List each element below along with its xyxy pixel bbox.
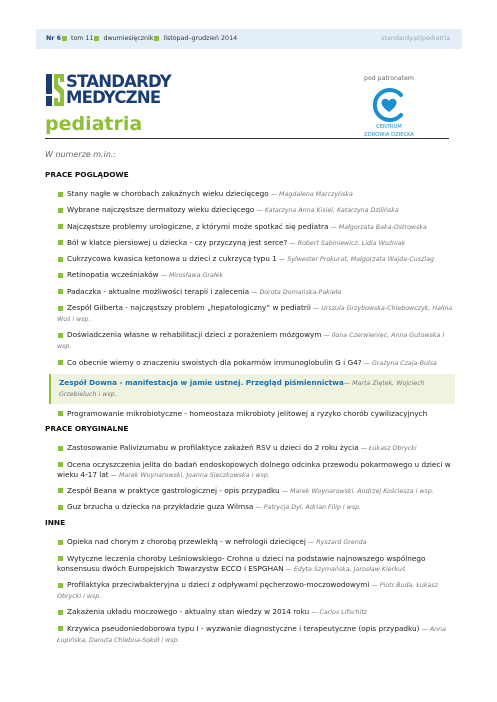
article-authors: Piotr Buda, Łukasz Obrycki i wsp. xyxy=(57,582,438,601)
article-title: Ból w klatce piersiowej u dziecka - czy przyczyną jest serce? xyxy=(67,237,288,247)
bullet-square-icon xyxy=(154,36,159,41)
toc-item[interactable] xyxy=(57,409,455,419)
author-separator: — xyxy=(419,625,430,633)
author-separator: — xyxy=(254,207,265,215)
toc-item[interactable] xyxy=(57,443,455,454)
bullet-square-icon xyxy=(58,333,63,338)
logo-text-standardy: STANDARDY xyxy=(66,72,171,91)
bullet-square-icon xyxy=(58,446,63,451)
toc-item[interactable] xyxy=(57,502,455,513)
article-authors: Marta Ziętek, Wojciech Grzebieluch i wsp. xyxy=(59,379,425,398)
toc-item[interactable] xyxy=(57,624,455,646)
toc-item[interactable] xyxy=(57,205,455,216)
article-authors: Łukasz Obrycki xyxy=(368,445,417,453)
author-separator: — xyxy=(283,565,294,573)
bullet-square-icon xyxy=(58,411,63,416)
article-authors: Mirosława Grałek xyxy=(168,272,224,280)
czd-heart-logo-icon xyxy=(371,87,407,123)
bullet-square-icon xyxy=(58,556,63,561)
author-separator: — xyxy=(249,288,260,296)
author-separator: — xyxy=(305,539,317,547)
bullet-square-icon xyxy=(58,626,63,631)
article-authors: Anna Łupińska, Danuta Chlebna-Sokół i wsp. xyxy=(57,625,446,644)
article-title: Krzywica pseudoniedoborowa typu I - wyzwanie diagnostyczne i terapeutyczne (opis przypadku) xyxy=(67,623,420,633)
toc-item[interactable] xyxy=(57,189,455,200)
toc-item[interactable] xyxy=(57,486,455,497)
author-separator: — xyxy=(358,445,369,453)
section-heading: INNE xyxy=(45,518,66,528)
section-heading: PRACE ORYGINALNE xyxy=(45,424,129,434)
article-title: Programowanie mikrobiotyczne - homeostaza mikrobioty jelitowej a ryzyko chorób cywilizacyjnych xyxy=(67,408,428,418)
toc-item[interactable] xyxy=(57,238,455,249)
bullet-square-icon xyxy=(58,610,63,615)
author-separator: — xyxy=(108,471,119,479)
issue-details xyxy=(46,35,237,42)
article-authors: Patrycja Dyl, Adrian Filip i wsp. xyxy=(263,504,362,512)
bullet-square-icon xyxy=(62,36,67,41)
toc-item[interactable] xyxy=(57,254,455,265)
toc-item[interactable] xyxy=(57,303,455,325)
bullet-square-icon xyxy=(58,224,63,229)
author-separator: — xyxy=(276,256,288,264)
article-title: Zespół Gilberta - najczęstszy problem „hepatologiczny” w pediatrii xyxy=(67,303,311,313)
issue-volume: tom 11 xyxy=(70,35,94,42)
header-divider xyxy=(45,138,449,139)
patron-name-line1: CENTRUM xyxy=(376,124,402,130)
article-authors: Marek Woynarowski, Andrzej Kościesza i wsp. xyxy=(289,487,434,495)
patronage-block xyxy=(354,75,424,138)
toc-item[interactable] xyxy=(57,460,455,481)
author-separator: — xyxy=(268,191,280,198)
article-title: Guz brzucha u dziecka na przykładzie guza Wilmsa xyxy=(67,502,254,512)
article-authors: Robert Sabiniewicz, Lidia Woźniak xyxy=(297,239,406,247)
logo-text-medyczne: MEDYCZNE xyxy=(66,88,161,107)
article-title: Wytyczne leczenia choroby Leśniowskiego- Crohna u dzieci na podstawie najnowszego wspólnego konsensusu dwóch Europejskich Towarzystw ECCO i ESPGHAN xyxy=(57,553,426,573)
article-title: Cukrzycowa kwasica ketonowa u dzieci z cukrzycą typu 1 xyxy=(67,254,277,264)
toc-intro: W numerze m.in.: xyxy=(45,150,117,159)
journal-subtitle: pediatria xyxy=(45,113,143,135)
bullet-square-icon xyxy=(94,36,99,41)
article-authors: Edyta Szymańska, Jarosław Kierkuś xyxy=(293,565,406,573)
article-title: Zakażenia układu moczowego - aktualny stan wiedzy w 2014 roku xyxy=(67,607,310,617)
toc-item[interactable] xyxy=(57,270,455,281)
author-separator: — xyxy=(310,305,322,313)
author-separator: — xyxy=(321,332,332,340)
toc-item[interactable] xyxy=(57,537,455,548)
patron-name-line2: ZDROWIA DZIECKA xyxy=(364,131,414,138)
article-authors: Urszula Grzybowska-Chlebowczyk, Halina Woś i wsp. xyxy=(57,305,453,324)
patronage-label: pod patronatem xyxy=(364,75,414,82)
author-separator: — xyxy=(279,487,290,495)
toc-item[interactable] xyxy=(57,222,455,233)
bullet-square-icon xyxy=(58,192,63,197)
bullet-square-icon xyxy=(58,240,63,245)
section-heading: PRACE POGLĄDOWE xyxy=(45,170,129,179)
table-of-contents xyxy=(45,150,455,651)
article-authors: Magdalena Marczyńska xyxy=(279,191,353,198)
article-title: Zespół Beana w praktyce gastrologicznej - opis przypadku xyxy=(67,485,280,495)
author-separator: — xyxy=(309,609,320,617)
article-authors: Katarzyna Anna Kisiel, Katarzyna Dzilińska xyxy=(264,207,399,215)
article-title: Opieka nad chorym z chorobą przewlekłą - w nefrologii dziecięcej xyxy=(67,537,306,547)
bullet-square-icon xyxy=(58,273,63,278)
toc-item[interactable] xyxy=(57,330,455,352)
bullet-square-icon xyxy=(58,306,63,311)
bullet-square-icon xyxy=(58,505,63,510)
article-title: Wybrane najczęstsze dermatozy wieku dziecięcego xyxy=(67,205,255,215)
article-title: Ocena oczyszczenia jelita do badań endoskopowych dolnego odcinka przewodu pokarmowego u dzieci w wieku 4-17 lat xyxy=(57,459,451,479)
article-title: Zespół Downa - manifestacja w jamie ustnej. Przegląd piśmiennictwa xyxy=(59,377,344,387)
author-separator: — xyxy=(369,582,380,590)
article-authors: Marek Woynarowski, Joanna Sieczkowska i wsp. xyxy=(118,471,270,479)
article-authors: Sylwester Prokurat, Małgorzata Wajda-Cuszlag xyxy=(287,256,434,264)
toc-item[interactable] xyxy=(57,358,455,369)
article-authors: Ryszard Grenda xyxy=(316,539,367,547)
article-title: Zastosowanie Palivizumabu w profilaktyce zakażeń RSV u dzieci do 2 roku życia xyxy=(67,443,359,453)
bullet-square-icon xyxy=(58,462,63,467)
article-authors: Grażyna Czaja-Bulsa xyxy=(372,359,437,367)
bullet-square-icon xyxy=(58,289,63,294)
author-separator: — xyxy=(287,239,298,247)
toc-sections xyxy=(45,170,455,646)
bullet-square-icon xyxy=(58,360,63,365)
author-separator: — xyxy=(158,272,169,280)
bullet-square-icon xyxy=(58,583,63,588)
bullet-square-icon xyxy=(58,208,63,213)
author-separator: — xyxy=(361,359,372,367)
toc-item[interactable] xyxy=(57,554,455,575)
toc-item[interactable] xyxy=(57,580,455,602)
article-title: Doświadczenia własne w rehabilitacji dzieci z porażeniem mózgowym xyxy=(67,330,322,340)
toc-item[interactable] xyxy=(57,607,455,618)
article-title: Retinopatia wcześniaków xyxy=(67,270,159,280)
article-title: Profilaktyka przeciwbakteryjna u dzieci z odpływami pęcherzowo-moczowodowymi xyxy=(67,580,370,590)
bullet-square-icon xyxy=(58,257,63,262)
author-separator: — xyxy=(328,223,339,231)
issue-period: listopad–grudzień 2014 xyxy=(163,35,238,42)
issue-info-bar xyxy=(36,29,462,49)
author-separator: — xyxy=(253,504,264,512)
article-authors: Carlos Lifschitz xyxy=(319,609,367,617)
article-authors: Dorota Domańska-Pakieła xyxy=(259,288,342,296)
author-separator: — xyxy=(343,379,353,387)
issue-number: Nr 6 xyxy=(46,35,61,42)
article-title: Padaczka - aktualne możliwości terapii i zalecenia xyxy=(67,286,250,296)
journal-url[interactable]: standardy.pl/pediatria xyxy=(381,35,450,42)
article-title: Najczęstsze problemy urologiczne, z którymi może spotkać się pediatra xyxy=(67,221,329,231)
article-title: Stany nagłe w chorobach zakaźnych wieku dziecięcego xyxy=(67,189,269,198)
journal-logo xyxy=(46,74,196,114)
bullet-square-icon xyxy=(58,488,63,493)
article-title: Co obecnie wiemy o znaczeniu swoistych dla pokarmów immunoglobulin G i G4? xyxy=(67,357,362,367)
bullet-square-icon xyxy=(58,540,63,545)
article-authors: Ilona Czerwieniec, Anna Gutowska i wsp. xyxy=(57,332,445,351)
standardy-logo-mark-icon xyxy=(46,74,64,106)
issue-frequency: dwumiesięcznik xyxy=(103,35,154,42)
article-authors: Małgorzata Baka-Ostrowska xyxy=(338,223,427,231)
featured-article[interactable] xyxy=(49,374,455,404)
toc-item[interactable] xyxy=(57,287,455,298)
